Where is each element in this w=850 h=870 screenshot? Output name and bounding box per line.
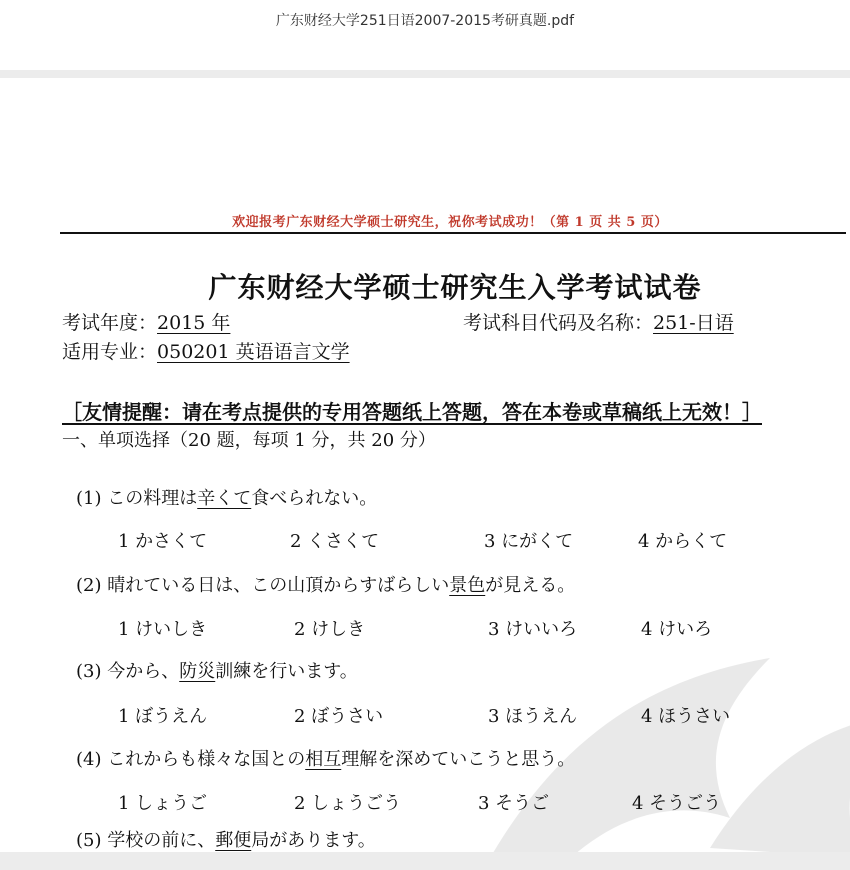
exam-year-value: 2015 年 <box>157 312 231 334</box>
exam-subject-label: 考试科目代码及名称： <box>463 312 654 334</box>
header-notice: 欢迎报考广东财经大学硕士研究生，祝你考试成功！（第 1 页 共 5 页） <box>232 215 668 230</box>
question-underlined-word: 防災 <box>179 661 216 682</box>
pdf-page <box>0 78 850 852</box>
question-underlined-word: 相互 <box>305 749 342 770</box>
question-text-pre: 晴れている日は、この山頂からすばらしい <box>107 575 450 596</box>
document-title: 广东财经大学251日语2007-2015考研真题.pdf <box>275 13 575 29</box>
q3-option-3: 3 ほうえん <box>488 706 578 727</box>
question-number: (1) <box>76 488 102 509</box>
section-title: 一、单项选择（20 题，每项 1 分，共 20 分） <box>62 430 436 451</box>
question-text-post: が見える。 <box>485 575 576 596</box>
q2-option-2: 2 けしき <box>294 619 366 640</box>
q3-option-4: 4 ほうさい <box>641 706 731 727</box>
question-number: (3) <box>76 661 102 682</box>
exam-major <box>62 337 350 364</box>
question-5 <box>76 826 376 852</box>
question-text-post: 局があります。 <box>251 830 376 851</box>
question-text-post: 訓練を行います。 <box>215 661 358 682</box>
question-underlined-word: 辛くて <box>197 488 252 509</box>
question-text-pre: 今から、 <box>107 661 180 682</box>
question-number: (4) <box>76 749 102 770</box>
watermark-logo-icon <box>470 618 850 852</box>
question-text-pre: 学校の前に、 <box>107 830 216 851</box>
q3-option-2: 2 ぼうさい <box>294 706 384 727</box>
q4-option-1: 1 しょうご <box>118 793 208 814</box>
q4-option-4: 4 そうごう <box>632 793 722 814</box>
q2-option-3: 3 けいいろ <box>488 619 578 640</box>
exam-year <box>62 308 230 335</box>
question-4 <box>76 745 575 771</box>
question-text-post: 食べられない。 <box>251 488 378 509</box>
viewer-titlebar <box>0 0 850 70</box>
exam-major-label: 适用专业： <box>62 341 158 363</box>
question-3 <box>76 657 358 683</box>
exam-subject-value: 251-日语 <box>653 312 734 334</box>
question-text-post: 理解を深めていこうと思う。 <box>341 749 576 770</box>
exam-title: 广东财经大学硕士研究生入学考试试卷 <box>208 271 702 304</box>
q2-option-1: 1 けいしき <box>118 619 208 640</box>
question-number: (5) <box>76 830 102 851</box>
question-text-pre: これからも様々な国との <box>107 749 306 770</box>
exam-major-value: 050201 英语语言文学 <box>157 341 350 363</box>
q2-option-4: 4 けいろ <box>641 619 713 640</box>
exam-year-label: 考试年度： <box>62 312 158 334</box>
question-underlined-word: 景色 <box>449 575 486 596</box>
question-text-pre: この料理は <box>107 488 198 509</box>
question-underlined-word: 郵便 <box>215 830 252 851</box>
q4-option-3: 3 そうご <box>478 793 550 814</box>
question-1 <box>76 484 377 510</box>
q1-option-3: 3 にがくて <box>484 531 574 552</box>
viewer-bottom-divider <box>0 852 850 870</box>
q4-option-2: 2 しょうごう <box>294 793 402 814</box>
header-rule <box>60 232 846 234</box>
q1-option-1: 1 かさくて <box>118 531 208 552</box>
viewer-top-divider <box>0 70 850 78</box>
q1-option-4: 4 からくて <box>638 531 728 552</box>
question-2 <box>76 571 575 597</box>
question-number: (2) <box>76 575 102 596</box>
friendly-reminder: ［友情提醒：请在考点提供的专用答题纸上答题，答在本卷或草稿纸上无效！］ <box>62 400 762 424</box>
q1-option-2: 2 くさくて <box>290 531 380 552</box>
q3-option-1: 1 ぼうえん <box>118 706 208 727</box>
exam-subject <box>463 308 734 335</box>
